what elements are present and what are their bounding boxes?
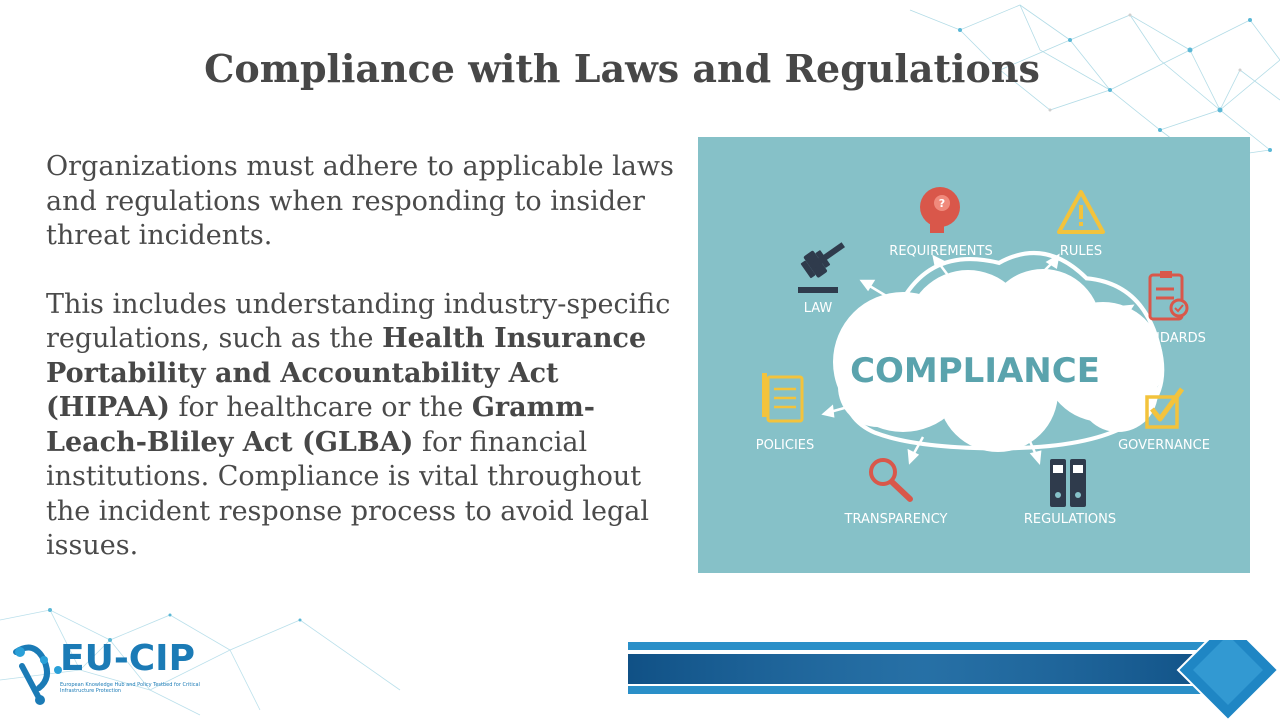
gavel-icon	[798, 234, 851, 282]
paragraph-text: for healthcare or the	[169, 392, 472, 423]
clipboard-checklist-icon	[1150, 271, 1187, 319]
label-governance: GOVERNANCE	[1118, 438, 1210, 453]
paragraph-text: This includes understanding industry-specific regulations, such as the	[46, 288, 671, 354]
binders-icon	[1050, 459, 1086, 507]
eu-cip-tagline: European Knowledge Hub and Policy Testbed for Critical Infrastructure Protection	[60, 682, 200, 694]
document-icon	[762, 373, 802, 421]
paragraph-regulations	[46, 288, 686, 564]
label-policies: POLICIES	[755, 438, 815, 453]
magnifier-icon	[871, 460, 910, 499]
slide-title: Compliance with Laws and Regulations	[204, 46, 1040, 91]
head-question-icon	[920, 187, 960, 233]
label-standards: STANDARDS	[1126, 331, 1206, 346]
paragraph-adherence: Organizations must adhere to applicable laws and regulations when responding to insider threat incidents.	[46, 151, 674, 251]
svg-text:?: ?	[938, 197, 946, 210]
compliance-center-label: COMPLIANCE	[850, 351, 1100, 391]
paragraph-text: for financial institutions. Compliance is vital throughout the incident response process to avoid legal issues.	[46, 426, 650, 561]
label-regulations: REGULATIONS	[1023, 512, 1117, 527]
label-transparency: TRANSPARENCY	[844, 512, 948, 527]
label-law: LAW	[803, 301, 833, 316]
footer-banner	[628, 640, 1280, 720]
label-requirements: REQUIREMENTS	[889, 244, 993, 259]
label-rules: RULES	[1059, 244, 1103, 259]
compliance-infographic	[698, 137, 1250, 573]
warning-triangle-icon	[1059, 192, 1103, 232]
eu-cip-logo-text: EU-CIP	[60, 638, 195, 679]
hipaa-term: Health Insurance Portability and Accountability Act (HIPAA)	[46, 323, 647, 423]
glba-term: Gramm-Leach-Bliley Act (GLBA)	[46, 392, 595, 458]
slide-body	[46, 150, 686, 564]
